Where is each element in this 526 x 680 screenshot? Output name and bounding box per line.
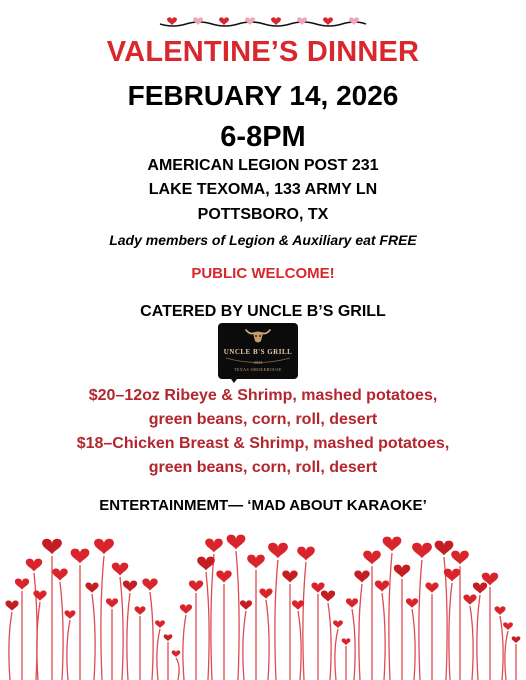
entertainment-text: ENTERTAINMEMT— ‘MAD ABOUT KARAOKE’: [99, 497, 427, 514]
heart-flower-icon: [425, 582, 438, 592]
heart-stem: [505, 631, 508, 680]
heart-stem: [382, 593, 385, 680]
heart-stem: [328, 603, 331, 680]
menu-item-ribeye-sides: green beans, corn, roll, desert: [148, 411, 378, 428]
free-admission-note: Lady members of Legion & Auxiliary eat FREE: [109, 232, 417, 248]
event-title: VALENTINE’S DINNER: [106, 36, 420, 68]
heart-flower-icon: [333, 620, 343, 628]
heart-stem: [335, 629, 338, 680]
heart-flower-icon: [375, 581, 389, 592]
heart-flower-icon: [180, 604, 192, 613]
logo-pointer: [228, 375, 240, 383]
heart-flower-icon: [240, 600, 252, 609]
heart-stem: [352, 609, 355, 680]
heart-flower-icon: [503, 622, 513, 630]
heart-stem: [92, 594, 95, 680]
heart-flower-icon: [15, 579, 29, 590]
heart-flower-icon: [85, 582, 98, 592]
logo-year: 2024: [254, 360, 262, 365]
garland-heart-icon: [219, 17, 229, 25]
heart-flower-icon: [342, 638, 351, 645]
steer-head-icon: [244, 326, 272, 346]
heart-flower-icon: [282, 571, 297, 583]
heart-flower-icon: [297, 547, 315, 561]
heart-stem: [60, 582, 63, 680]
garland-heart-icon: [349, 17, 359, 25]
heart-stem: [243, 611, 246, 680]
heart-flower-icon: [346, 598, 358, 607]
heart-stem: [236, 551, 239, 680]
heart-flower-icon: [26, 559, 43, 572]
heart-stem: [67, 620, 70, 680]
logo-name: UNCLE B'S GRILL: [223, 348, 293, 356]
heart-stem: [101, 556, 104, 680]
heart-stem: [449, 583, 452, 680]
heart-flower-icon: [5, 600, 18, 610]
menu-item-chicken: $18–Chicken Breast & Shrimp, mashed potatoes,: [76, 435, 450, 452]
heart-flower-icon: [495, 606, 506, 615]
heart-flower-icon: [435, 541, 454, 556]
heart-stem: [500, 616, 503, 680]
heart-stem: [303, 562, 306, 680]
heart-stem: [150, 592, 153, 680]
heart-flower-icon: [123, 581, 137, 592]
heart-flower-icon: [512, 636, 521, 643]
heart-stem: [298, 611, 301, 680]
heart-stem: [211, 554, 214, 680]
garland-heart-icon: [297, 17, 307, 25]
heart-flower-icon: [52, 569, 67, 581]
heart-flower-icon: [383, 537, 402, 552]
heart-flower-icon: [247, 555, 265, 569]
venue-name: AMERICAN LEGION POST 231: [147, 157, 379, 174]
heart-flower-icon: [406, 598, 418, 607]
garland-heart-icon: [193, 17, 203, 25]
heart-flower-icon: [268, 543, 288, 558]
heart-stem: [275, 560, 278, 680]
heart-stem: [176, 658, 179, 680]
heart-flower-icon: [451, 551, 469, 565]
heart-stem: [412, 609, 415, 680]
menu-item-chicken-sides: green beans, corn, roll, desert: [148, 459, 378, 476]
heart-flower-icon: [172, 650, 181, 657]
heart-flower-icon: [292, 600, 304, 609]
heart-flower-icon: [463, 594, 476, 604]
heart-flower-icon: [155, 620, 165, 628]
heart-flower-icon: [65, 610, 76, 619]
heart-flower-icon: [33, 590, 46, 600]
heart-flower-icon: [394, 565, 411, 578]
heart-flower-icon: [94, 539, 114, 554]
heart-stem: [389, 553, 392, 680]
heart-flower-icon: [42, 539, 62, 554]
heart-stem: [359, 584, 362, 680]
garland-heart-icon: [323, 17, 333, 25]
heart-flower-icon: [354, 571, 369, 583]
venue-street: LAKE TEXOMA, 133 ARMY LN: [148, 181, 378, 198]
heart-flower-icon: [412, 543, 432, 558]
heart-flower-icon: [216, 571, 231, 583]
heart-flower-icon: [112, 563, 129, 576]
event-time: 6-8PM: [220, 121, 306, 153]
venue-city: POTTSBORO, TX: [197, 206, 329, 223]
heart-stem: [183, 615, 186, 680]
garland-heart-icon: [245, 17, 255, 25]
garland-heart-icon: [167, 17, 177, 25]
heart-flower-icon: [135, 606, 146, 615]
heart-stem: [157, 629, 160, 680]
caterer-text: CATERED BY UNCLE B’S GRILL: [140, 303, 386, 320]
event-date: FEBRUARY 14, 2026: [127, 80, 399, 111]
heart-flower-icon: [321, 591, 335, 602]
heart-garland-icon: [158, 12, 368, 34]
heart-flower-icon: [227, 535, 246, 550]
heart-flower-icon: [142, 579, 157, 591]
heart-flower-icon: [71, 549, 90, 564]
heart-flower-icon: [473, 583, 487, 594]
heart-stem: [127, 593, 130, 680]
heart-flower-icon: [205, 539, 223, 553]
heart-stem: [206, 572, 209, 680]
heart-flower-icon: [259, 588, 272, 598]
menu-item-ribeye: $20–12oz Ribeye & Shrimp, mashed potatoes,: [88, 387, 438, 404]
heart-stem: [419, 560, 422, 680]
garland-heart-icon: [271, 17, 281, 25]
heart-flower-icon: [106, 598, 118, 607]
heart-stem: [477, 595, 480, 680]
heart-flower-icon: [164, 634, 173, 641]
heart-stem: [9, 612, 12, 680]
heart-stem: [120, 577, 123, 680]
heart-flower-icon: [189, 581, 203, 592]
heart-flowers-icon: [0, 510, 526, 680]
heart-flower-icon: [363, 551, 381, 565]
heart-stem: [266, 600, 269, 680]
caterer-logo: [218, 323, 298, 379]
public-welcome-text: PUBLIC WELCOME!: [191, 265, 335, 282]
heart-stem: [470, 606, 473, 680]
logo-tagline: TEXAS SMOKEHOUSE: [234, 367, 282, 372]
heart-flower-icon: [197, 557, 215, 571]
